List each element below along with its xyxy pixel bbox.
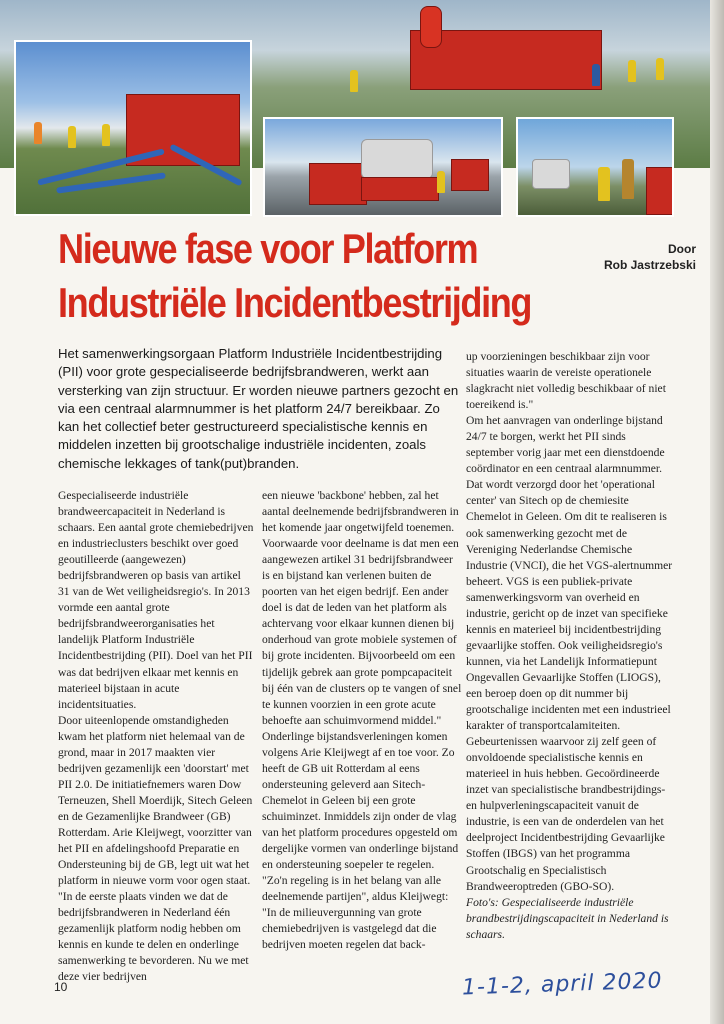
- page-number: 10: [54, 980, 68, 994]
- intro-lead: Het samenwerkingsorgaan Platform Industriële Incidentbestrijding (PII) voor grote gespecialiseerde bedrijfsbrandweren, werkt aan versterking van zijn structuur. Er worden nieuwe partners gezocht en via een centraal alarmnummer is het platform 24/7 bereikbaar. Zo kan het collectief beter gestructureerd specialistische kennis en middelen inzetten bij grootschalige industriële incidenten, zoals chemische lekkages of tank(put)branden.: [58, 346, 459, 471]
- paragraph: Gespecialiseerde industriële brandweercapaciteit in Nederland is schaars. Een aantal grote chemiebedrijven en industrieclusters beschikt over goed geoutilleerde (aangewezen) bedrijfsbrandweren op basis van artikel 31 van de Wet veiligheidsregio's. In 2013 vormde een aantal grote bedrijfsbrandweerorganisaties het landelijk Platform Industriële Incidentbestrijding (PII). Doel van het PII was dat bedrijven elkaar met kennis en materieel bijstaan in acute incidentsituaties.: [58, 489, 254, 711]
- firefighter-figure: [656, 58, 664, 80]
- truck-trailer: [361, 177, 439, 201]
- title-line-1: Nieuwe fase voor Platform: [58, 225, 478, 272]
- firefighter-figure: [628, 60, 636, 82]
- byline-prefix: Door: [668, 242, 696, 256]
- byline-author: Rob Jastrzebski: [603, 258, 696, 272]
- title-line-2: Industriële Incidentbestrijding: [58, 279, 532, 326]
- red-equipment: [646, 167, 674, 215]
- body-column-1: [58, 488, 254, 985]
- photo-water-spray: [516, 117, 674, 217]
- firefighter-figure: [622, 159, 634, 199]
- firefighter-figure: [102, 124, 110, 146]
- paragraph: Door uiteenlopende omstandigheden kwam het platform niet helemaal van de grond, maar in 2017 maakten vier bedrijven gezamenlijk een 'doorstart' met PII 2.0. De initiatiefnemers waren Dow Terneuzen, Shell Moerdijk, Sitech Geleen en de Gezamenlijke Brandweer (GB) Rotterdam. Arie Kleijwegt, voorzitter van het PII en afdelingshoofd Preparatie en Ondersteuning bij de GB, legt uit wat het platform in nieuwe vorm voor ogen staat. "In de eerste plaats vinden we dat de bedrijfsbrandweren in Nederland één gezamenlijk platform nodig hebben om kennis en kunde te delen en onderlinge samenwerking te bevorderen. Nu we met deze vier bedrijven: [58, 713, 253, 984]
- firefighter-figure: [598, 167, 610, 201]
- paragraph: een nieuwe 'backbone' hebben, zal het aantal deelnemende bedrijfsbrandweren in het komende jaar ongetwijfeld toenemen. Voorwaarde voor deelname is dat men een aangewezen artikel 31 bedrijfsbrandweer is en bijstand kan verlenen buiten de poorten van het eigen bedrijf. Een ander doel is dat de leden van het platform als achtervang voor elkaar kunnen dienen bij onderhoud van grote mobiele systemen of bij grote incidenten. Bijvoorbeeld om een tijdelijk gebrek aan grote pompcapaciteit bij één van de clusters op te vangen of snel te kunnen voorzien in een grote acute behoefte aan schuimvormend middel.": [262, 489, 462, 727]
- firefighter-figure: [68, 126, 76, 148]
- person-figure: [592, 64, 600, 86]
- page-spine-shadow: [710, 0, 724, 1024]
- second-truck: [451, 159, 489, 191]
- photo-fire-truck-tanks: [263, 117, 503, 217]
- truck-cab: [309, 163, 367, 205]
- firefighter-figure: [437, 171, 445, 193]
- paragraph: Om het aanvragen van onderlinge bijstand 24/7 te borgen, werkt het PII sinds september vorig jaar met een dienstdoende coördinator en een centraal alarmnummer. Dat wordt verzorgd door het 'operational center' van Sitech op de chemiesite Chemelot in Geleen. Om dit te realiseren is ook samenwerking gezocht met de Vereniging Nederlandse Chemische Industrie (VNCI), die het VGS-alertnummer beheert. VGS is een publiek-private samenwerkingsvorm van overheid en industrie, gericht op de inzet van specifieke kennis en materieel bij incidentbestrijding gevaarlijke stoffen. Ook veiligheidsregio's kunnen, via het Landelijk Informatiepunt Ongevallen Gevaarlijke Stoffen (LIOGS), een beroep doen op dit nummer bij grootschalige incidenten met een industrieel karakter of transportcalamiteiten. Gebeurtenissen waarvoor zij zelf geen of onvoldoende specialistische kennis en materieel in huis hebben. Gecoördineerde inzet van specialistische brandbestrijdings- en hulpverleningscapaciteit vanuit de industrie, is een van de onderdelen van het deelproject Incidentbestrijding Gevaarlijke Stoffen (IBGS) van het programma Grootschalig en Specialistisch Brandweeroptreden (GBO-SO).: [466, 414, 673, 893]
- paragraph: up voorzieningen beschikbaar zijn voor situaties waarin de vereiste operationele slagkracht niet volledig beschikbaar of niet toereikend is.": [466, 350, 666, 412]
- firefighter-figure: [350, 70, 358, 92]
- storage-tank: [532, 159, 570, 189]
- body-column-2: [262, 488, 462, 953]
- paragraph: Onderlinge bijstandsverleningen komen volgens Arie Kleijwegt af en toe voor. Zo heeft de GB uit Rotterdam al eens ondersteuning geleverd aan Sitech-Chemelot in Geleen bij een grote schuiminzet. Inmiddels zijn onder de vlag van het platform procedures opgesteld om dergelijke vormen van onderlinge bijstand en ondersteuning soepeler te regelen. "Zo'n regeling is in het belang van alle deelnemende partijen", aldus Kleijwegt: "In de milieuvergunning van grote chemiebedrijven is vastgelegd dat die bedrijven moeten regelen dat back-: [262, 729, 459, 952]
- photo-hose-container: [14, 40, 252, 216]
- body-column-3: [466, 349, 676, 943]
- firefighter-figure: [34, 122, 42, 144]
- article-title: [58, 222, 540, 330]
- foam-tank: [361, 139, 433, 179]
- byline: [604, 241, 696, 273]
- handwritten-note: 1-1-2, april 2020: [461, 968, 663, 1001]
- water-cannon: [420, 6, 442, 48]
- photo-caption: Foto's: Gespecialiseerde industriële brandbestrijdingscapaciteit in Nederland is schaars.: [466, 895, 669, 941]
